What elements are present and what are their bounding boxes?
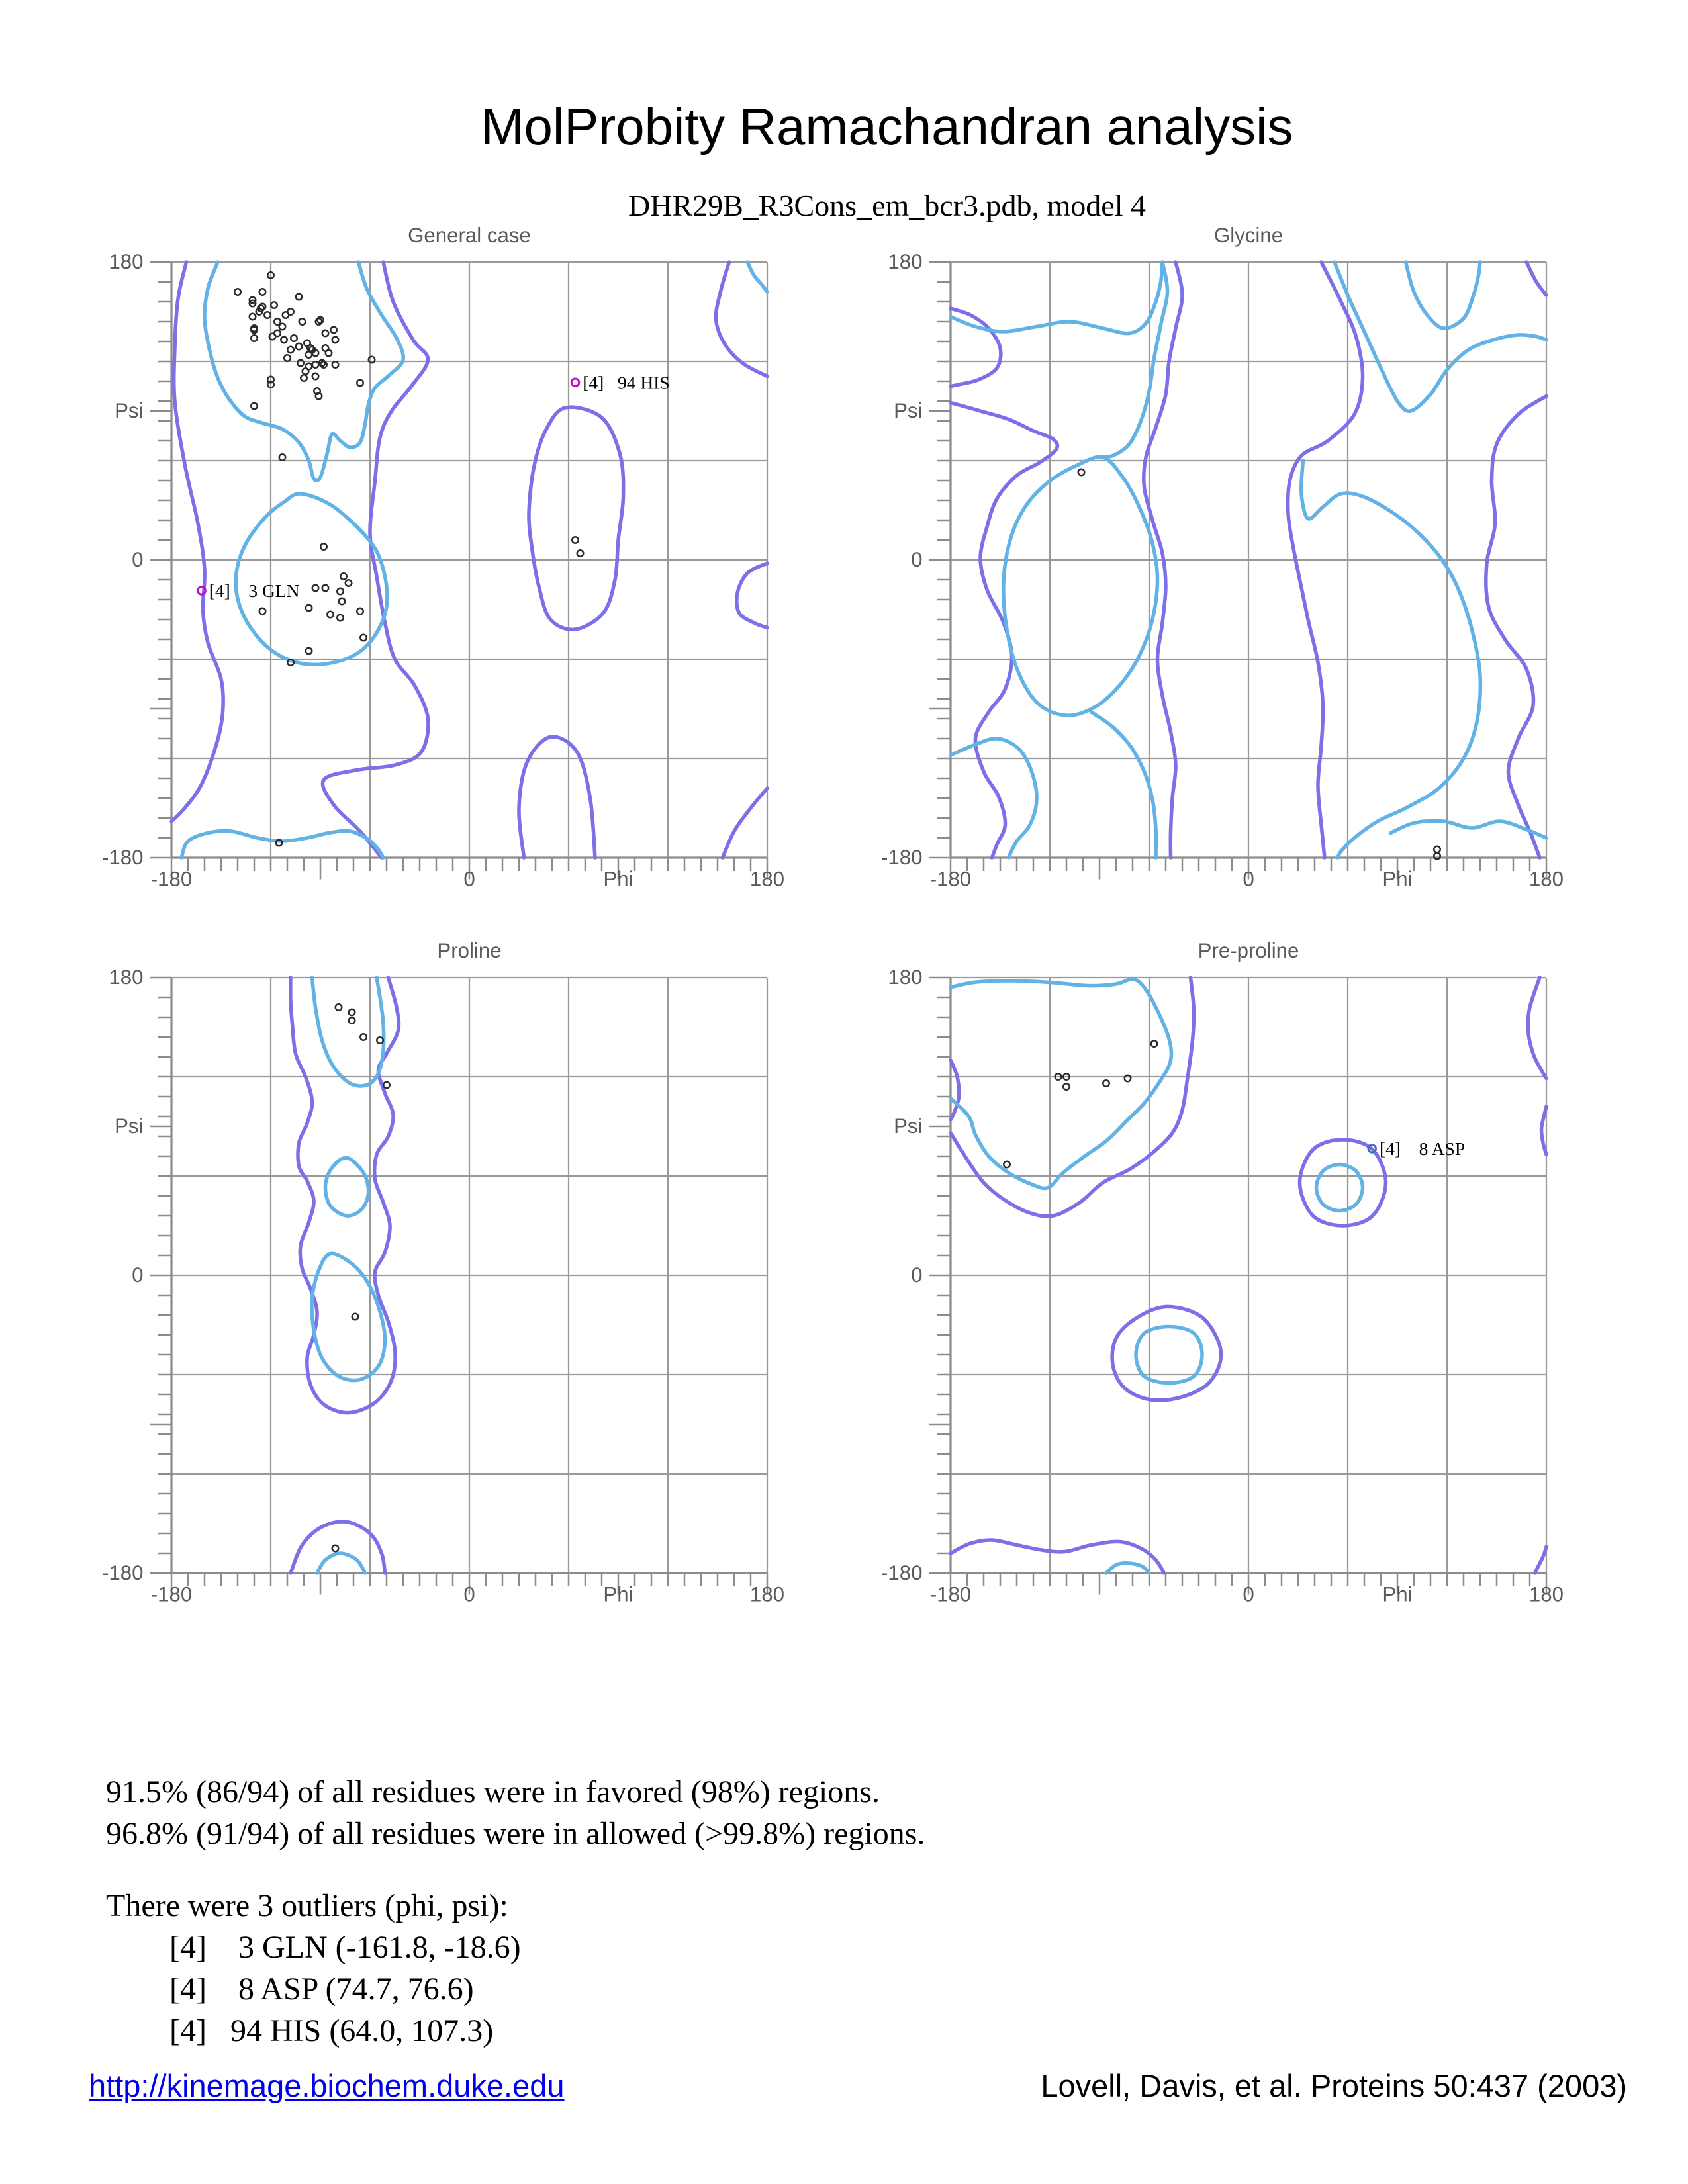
y-tick-label: -180 — [101, 846, 144, 869]
residue-point — [259, 608, 266, 615]
tick-marks — [150, 262, 768, 880]
plot-title: Glycine — [1213, 224, 1284, 247]
y-tick-label: 180 — [109, 966, 144, 989]
residue-point — [1151, 1040, 1158, 1047]
residue-point — [296, 294, 303, 300]
residue-point — [312, 585, 319, 592]
residue-point — [332, 361, 339, 368]
residue-point — [250, 314, 256, 320]
stats-outlier-header: There were 3 outliers (phi, psi): — [106, 1888, 508, 1923]
data-points — [1004, 1040, 1157, 1167]
y-tick-label: Psi — [894, 399, 923, 422]
plot-pre-proline — [868, 895, 1629, 1656]
ramachandran-plot-svg — [868, 179, 1629, 940]
residue-point — [301, 375, 307, 381]
residue-point — [299, 318, 306, 325]
residue-point — [264, 312, 271, 318]
residue-point — [357, 608, 363, 615]
residue-point — [360, 635, 367, 641]
plot-title: Pre-proline — [1197, 939, 1299, 962]
plot-title: Proline — [437, 939, 502, 962]
residue-point — [291, 335, 297, 341]
residue-point — [312, 361, 319, 368]
residue-point — [349, 1009, 355, 1016]
kinemage-link[interactable]: http://kinemage.biochem.duke.edu — [89, 2068, 565, 2103]
tick-marks — [929, 978, 1547, 1595]
residue-point — [284, 355, 291, 361]
y-tick-label: 0 — [132, 548, 144, 571]
axis-labels — [102, 939, 784, 1606]
residue-point — [306, 605, 312, 612]
y-tick-label: -180 — [101, 1561, 144, 1584]
residue-point — [327, 612, 334, 618]
outlier-label: [4] 8 ASP — [1380, 1138, 1466, 1159]
residue-point — [271, 302, 277, 308]
ramachandran-plot-svg — [89, 179, 850, 940]
y-tick-label: 0 — [911, 548, 923, 571]
y-tick-label: -180 — [880, 846, 923, 869]
stats-outlier-1: [4] 3 GLN (-161.8, -18.6) — [169, 1930, 521, 1965]
residue-point — [312, 373, 319, 380]
residue-point — [336, 1004, 342, 1011]
residue-point — [332, 337, 339, 343]
residue-point — [306, 351, 312, 358]
outlier-marker — [571, 379, 579, 387]
outlier-label: [4] 3 GLN — [209, 580, 300, 601]
y-tick-label: 0 — [911, 1263, 923, 1287]
residue-point — [234, 289, 241, 295]
x-tick-label: -180 — [929, 1582, 972, 1606]
residue-point — [279, 454, 286, 461]
residue-point — [287, 347, 294, 353]
grid-lines — [171, 262, 767, 858]
residue-point — [337, 615, 344, 621]
residue-point — [352, 1314, 359, 1320]
residue-point — [281, 337, 287, 343]
residue-point — [251, 335, 258, 341]
stats-gap — [106, 1854, 925, 1885]
stats-outlier-3: [4] 94 HIS (64.0, 107.3) — [169, 2013, 494, 2048]
residue-point — [330, 327, 337, 334]
x-tick-label: 180 — [749, 1582, 785, 1606]
x-tick-label: 0 — [463, 867, 475, 891]
plot-proline — [89, 895, 850, 1656]
residue-point — [572, 537, 579, 543]
plot-general-case — [89, 179, 850, 940]
stats-block — [106, 1771, 925, 2052]
residue-point — [357, 380, 363, 387]
x-tick-label: Phi — [603, 867, 633, 891]
residue-point — [349, 1017, 355, 1024]
grid-lines — [951, 978, 1546, 1573]
grid-lines — [171, 978, 767, 1573]
residue-point — [259, 289, 266, 295]
axis-labels — [881, 939, 1564, 1606]
residue-point — [340, 573, 347, 580]
stats-favored-line: 91.5% (86/94) of all residues were in favored (98%) regions. — [106, 1774, 880, 1809]
residue-point — [346, 580, 352, 586]
residue-point — [251, 403, 258, 410]
residue-point — [337, 588, 344, 595]
page-title: MolProbity Ramachandran analysis — [481, 97, 1293, 156]
x-tick-label: 0 — [1243, 1582, 1254, 1606]
x-tick-label: Phi — [1382, 867, 1413, 891]
data-points — [1078, 469, 1440, 860]
y-tick-label: 0 — [132, 1263, 144, 1287]
tick-marks — [929, 262, 1547, 880]
tick-marks — [150, 978, 768, 1595]
y-tick-label: Psi — [894, 1115, 923, 1138]
x-tick-label: Phi — [603, 1582, 633, 1606]
ramachandran-plot-svg — [868, 895, 1629, 1656]
residue-point — [320, 543, 327, 550]
x-tick-label: Phi — [1382, 1582, 1413, 1606]
plot-title: General case — [408, 224, 531, 247]
ramachandran-plot-svg — [89, 895, 850, 1656]
x-tick-label: -180 — [150, 867, 193, 891]
residue-point — [279, 324, 286, 330]
stats-allowed-line: 96.8% (91/94) of all residues were in allowed (>99.8%) regions. — [106, 1816, 925, 1851]
residue-point — [577, 550, 584, 557]
x-tick-label: 0 — [463, 1582, 475, 1606]
residue-point — [1004, 1161, 1010, 1168]
y-tick-label: 180 — [888, 250, 923, 273]
x-tick-label: 180 — [1528, 867, 1564, 891]
y-tick-label: 180 — [109, 250, 144, 273]
footer-citation: Lovell, Davis, et al. Proteins 50:437 (2003) — [1041, 2068, 1627, 2103]
residue-point — [360, 1034, 367, 1040]
x-tick-label: 180 — [749, 867, 785, 891]
residue-point — [1434, 846, 1440, 853]
residue-point — [332, 1545, 339, 1552]
residue-point — [1078, 469, 1085, 476]
outlier-label: [4] 94 HIS — [583, 372, 670, 393]
residue-point — [306, 648, 312, 655]
y-tick-label: Psi — [115, 399, 144, 422]
residue-point — [303, 368, 309, 375]
residue-point — [383, 1082, 390, 1089]
plot-glycine — [868, 179, 1629, 940]
residue-point — [296, 343, 303, 350]
y-tick-label: 180 — [888, 966, 923, 989]
residue-point — [326, 350, 332, 357]
residue-point — [322, 330, 329, 337]
residue-point — [1103, 1080, 1109, 1087]
residue-point — [283, 312, 289, 318]
page-subtitle: DHR29B_R3Cons_em_bcr3.pdb, model 4 — [628, 189, 1146, 222]
x-tick-label: 180 — [1528, 1582, 1564, 1606]
x-tick-label: 0 — [1243, 867, 1254, 891]
residue-point — [322, 585, 329, 592]
residue-point — [339, 598, 346, 605]
y-tick-label: -180 — [880, 1561, 923, 1584]
residue-point — [1063, 1083, 1070, 1090]
x-tick-label: -180 — [150, 1582, 193, 1606]
x-tick-label: -180 — [929, 867, 972, 891]
y-tick-label: Psi — [115, 1115, 144, 1138]
stats-outlier-2: [4] 8 ASP (74.7, 76.6) — [169, 1972, 474, 2007]
contour-favored — [951, 979, 1363, 1573]
